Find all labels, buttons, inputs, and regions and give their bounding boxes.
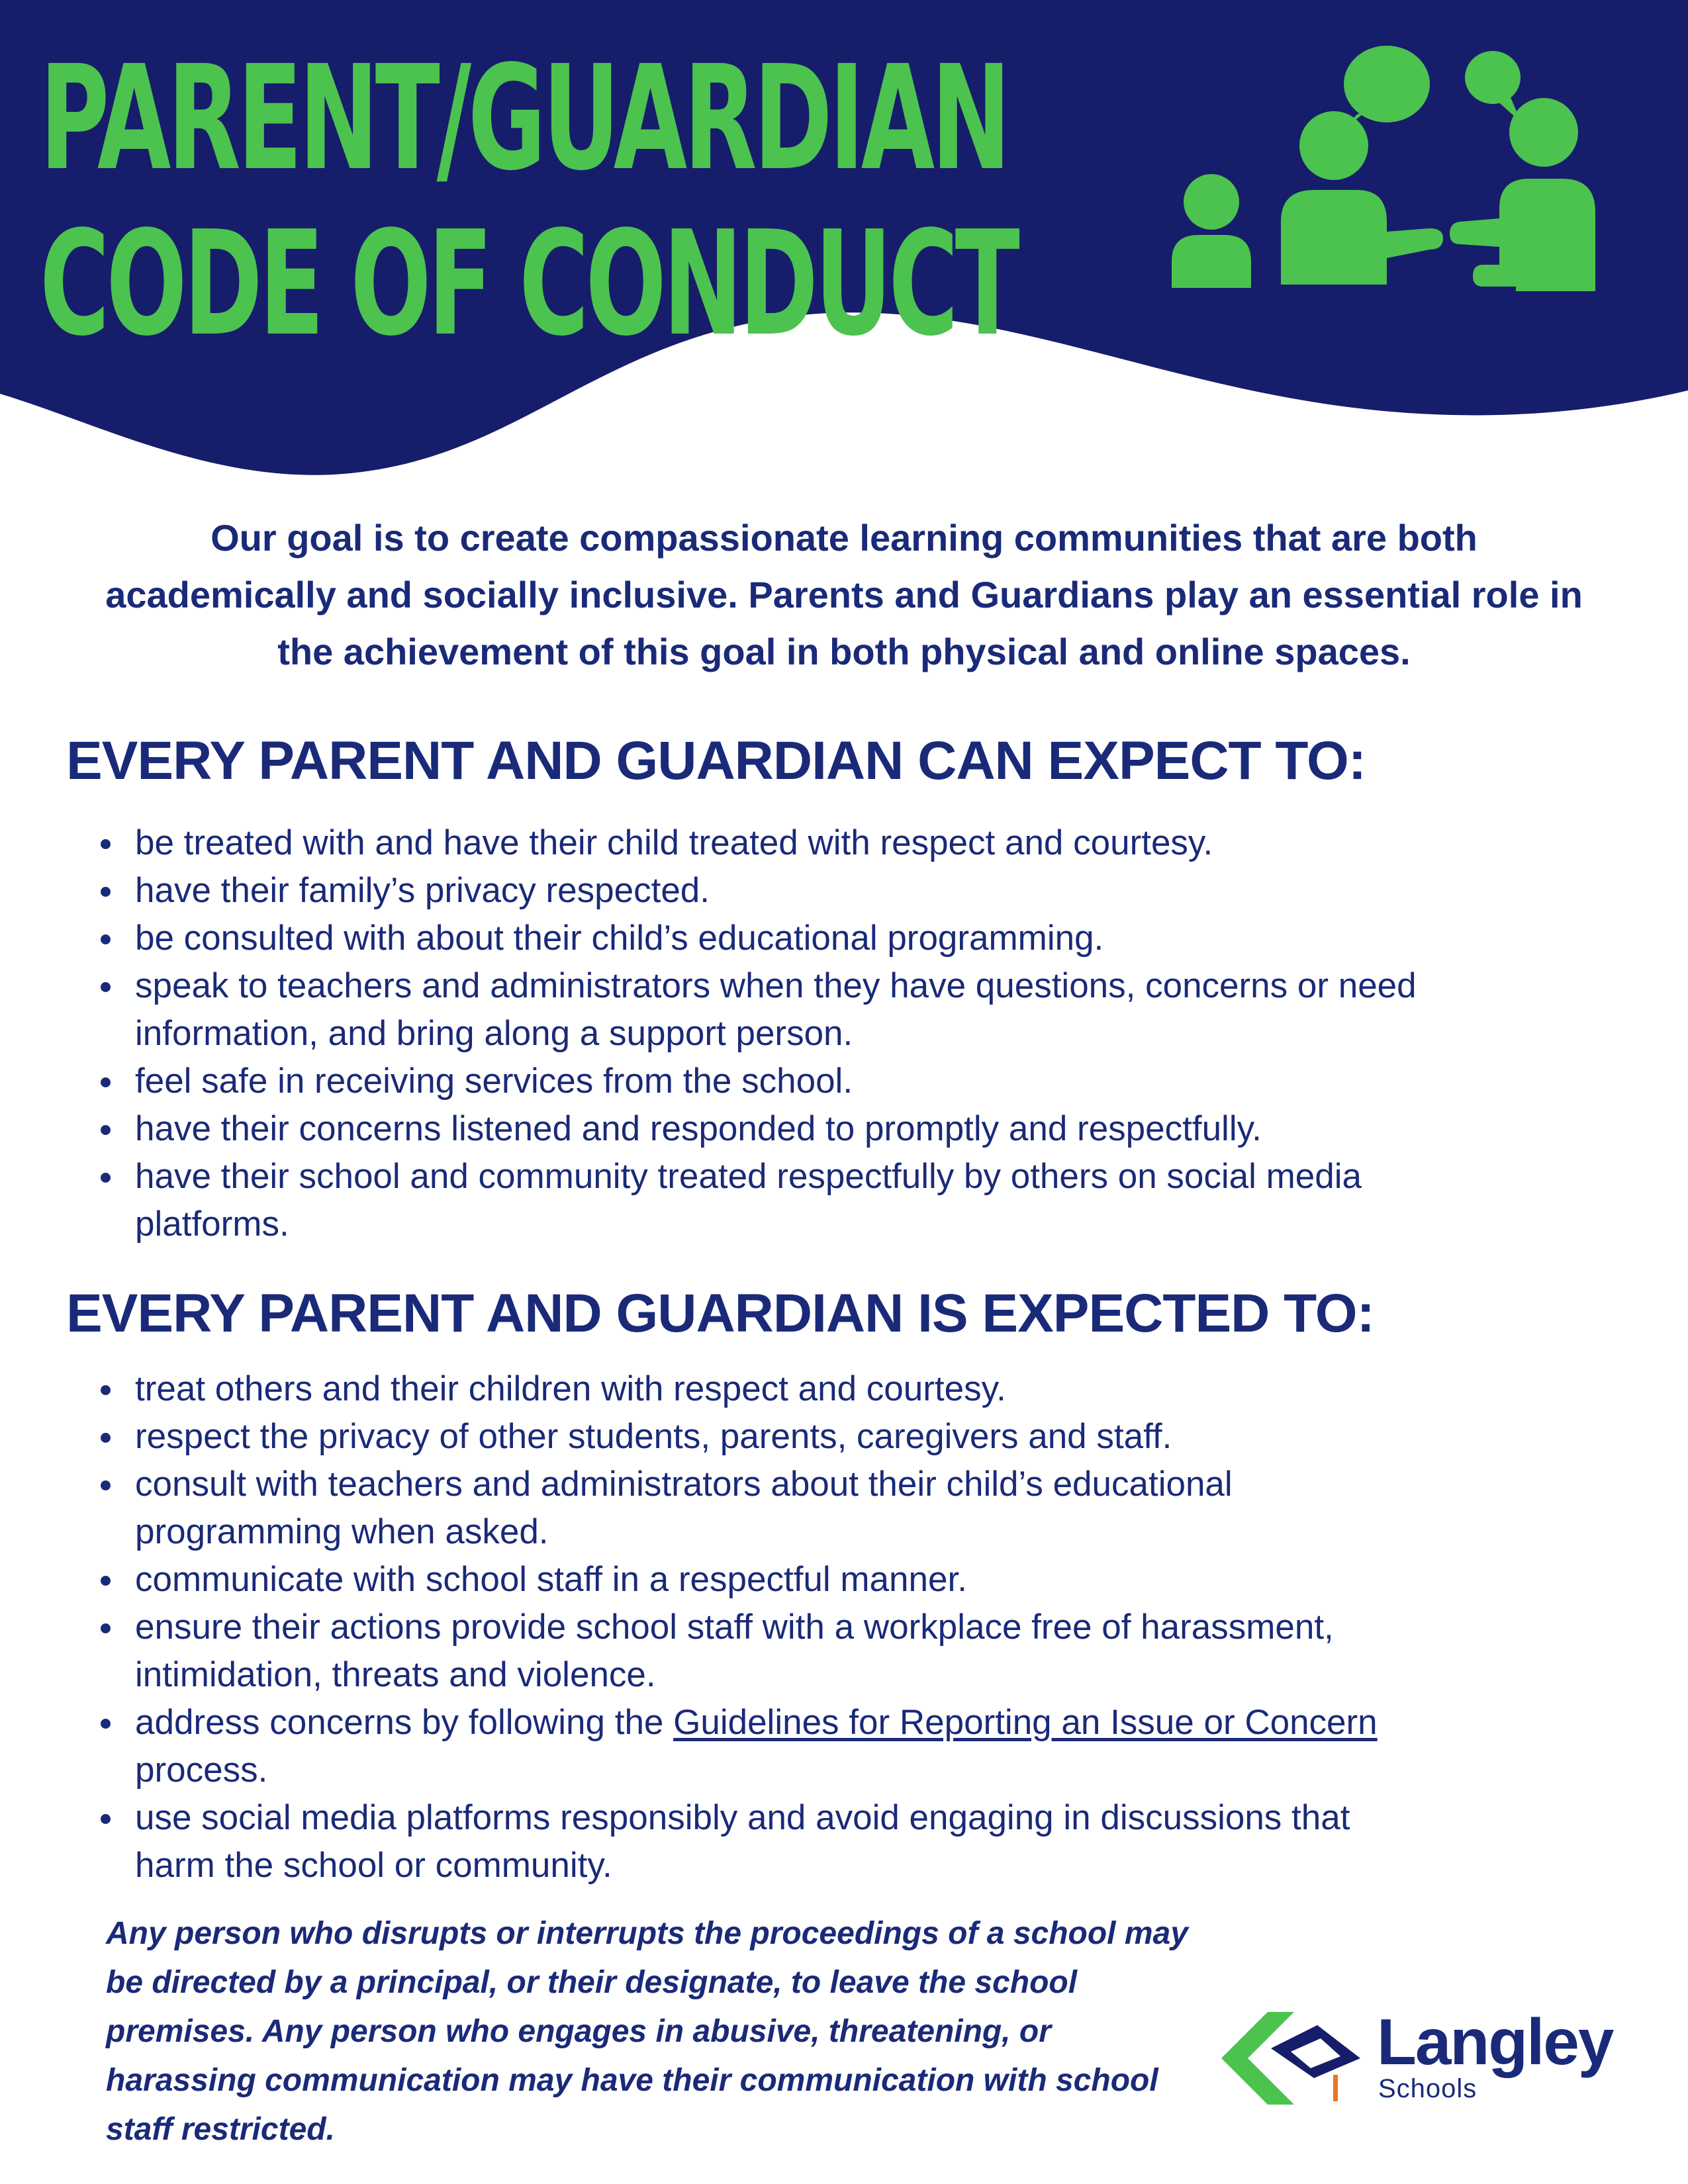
list-item: treat others and their children with respect and courtesy. <box>99 1365 1436 1413</box>
intro-statement: Our goal is to create compassionate learning communities that are both academically and socially inclusive. Parents and Guardians play an essential role in the achievement of this goal in both physical and online spaces. <box>105 517 1583 672</box>
list-item: consult with teachers and administrators about their child’s educational programming when asked. <box>99 1461 1436 1556</box>
list-item-prefix: address concerns by following the <box>135 1703 674 1742</box>
page-title <box>40 36 1017 367</box>
logo-subtitle: Schools <box>1378 2074 1477 2103</box>
title-line-2: CODE OF CONDUCT <box>40 201 1017 368</box>
list-item: have their concerns listened and responded to promptly and respectfully. <box>99 1105 1436 1153</box>
list-can-expect <box>99 819 1436 1248</box>
heading-can-expect: EVERY PARENT AND GUARDIAN CAN EXPECT TO: <box>66 731 1366 791</box>
people-conversation-icon <box>1158 36 1622 308</box>
list-item: be consulted with about their child’s educational programming. <box>99 915 1436 962</box>
langley-schools-logo-icon <box>1218 2009 1364 2108</box>
list-item: respect the privacy of other students, parents, caregivers and staff. <box>99 1413 1436 1461</box>
reporting-guidelines-link[interactable]: Guidelines for Reporting an Issue or Concern <box>673 1703 1378 1742</box>
footer-note: Any person who disrupts or interrupts the proceedings of a school may be directed by a principal, or their designate, to leave the school premises. Any person who engages in abusive, threatening, or harassing communication may have their communication with school staff restricted. <box>106 1916 1188 2147</box>
langley-schools-logo <box>1218 2005 1615 2111</box>
list-item: feel safe in receiving services from the school. <box>99 1058 1436 1105</box>
list-item-suffix: process. <box>135 1751 268 1790</box>
list-item: use social media platforms responsibly and avoid engaging in discussions that harm the school or community. <box>99 1794 1436 1889</box>
list-item-with-link <box>99 1699 1436 1794</box>
list-item: ensure their actions provide school staff with a workplace free of harassment, intimidation, threats and violence. <box>99 1604 1436 1699</box>
list-item: speak to teachers and administrators when they have questions, concerns or need information, and bring along a support person. <box>99 962 1436 1058</box>
title-line-1: PARENT/GUARDIAN <box>40 35 1008 203</box>
list-item: communicate with school staff in a respectful manner. <box>99 1556 1436 1604</box>
heading-is-expected: EVERY PARENT AND GUARDIAN IS EXPECTED TO: <box>66 1283 1374 1343</box>
logo-name: Langley <box>1377 2005 1613 2078</box>
list-item: have their family’s privacy respected. <box>99 867 1436 915</box>
list-is-expected <box>99 1365 1436 1889</box>
list-item: have their school and community treated respectfully by others on social media platforms. <box>99 1153 1436 1248</box>
list-item: be treated with and have their child treated with respect and courtesy. <box>99 819 1436 867</box>
